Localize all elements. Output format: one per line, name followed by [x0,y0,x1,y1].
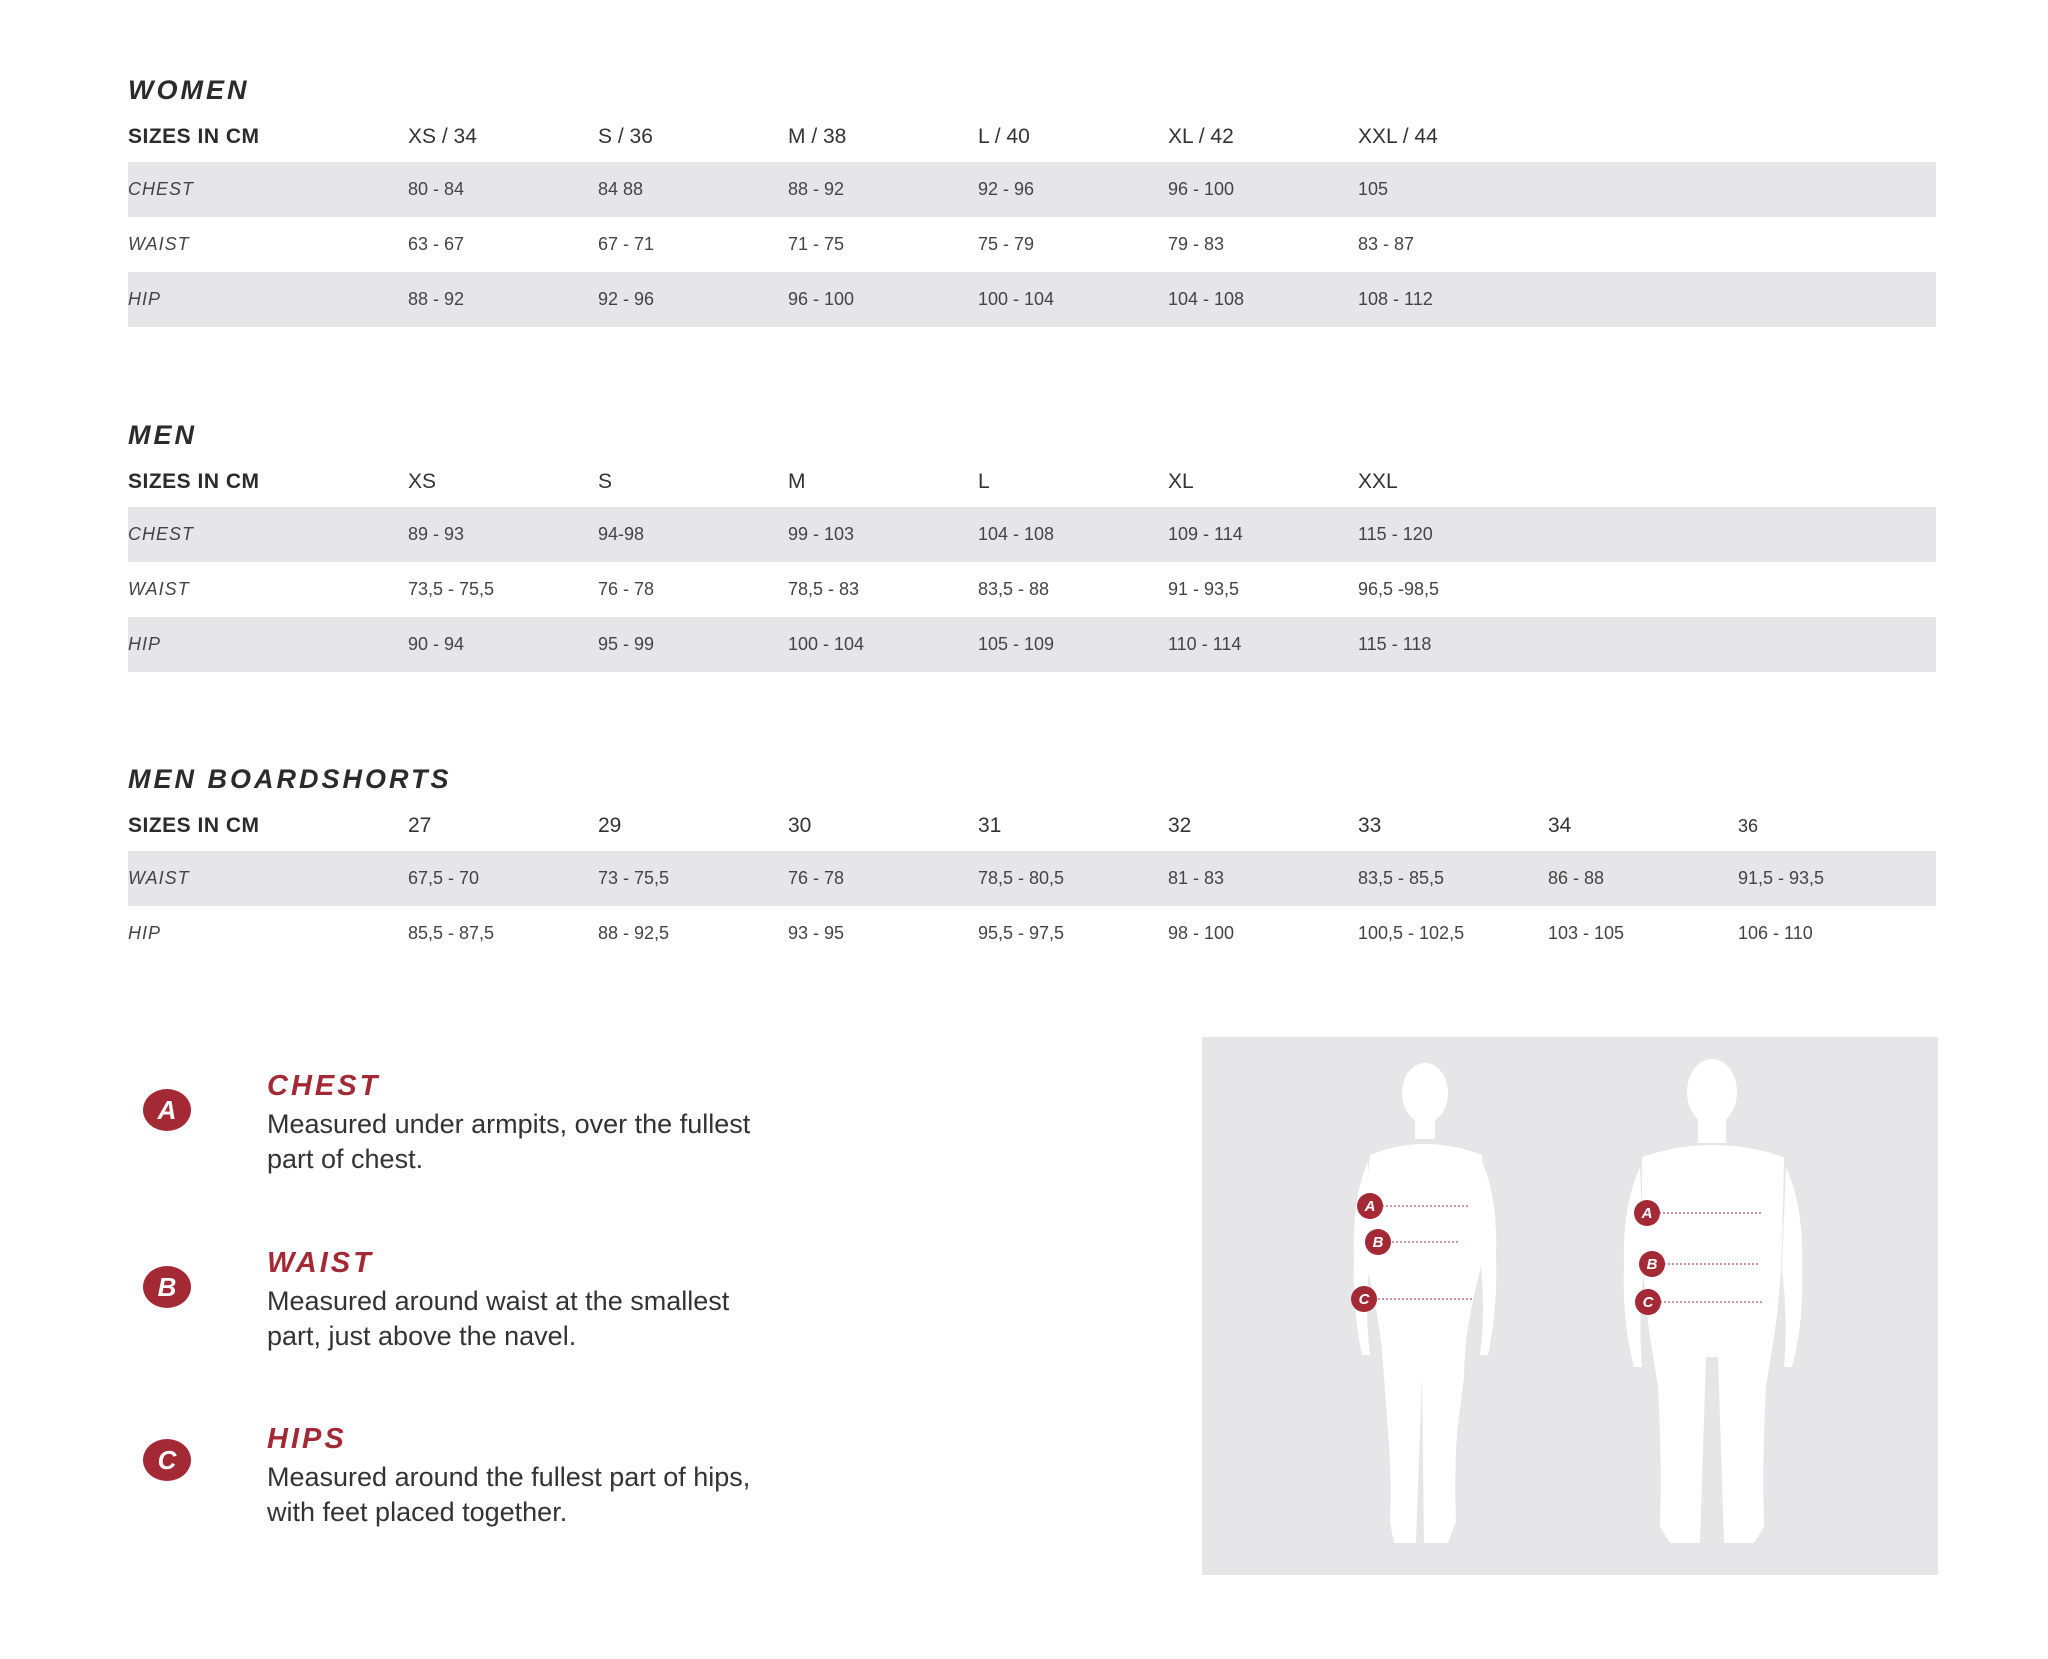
badge-c-icon [1635,1289,1661,1315]
body-measurement-figure [1202,1037,1938,1575]
measurement-cell: 92 - 96 [598,272,788,327]
legend-desc-line: Measured around the fullest part of hips, [267,1462,751,1492]
size-header: M [788,470,806,493]
table-row [128,507,1936,562]
measurement-cell: 73,5 - 75,5 [408,579,495,599]
legend-badge: B [143,1266,191,1308]
table-row [128,851,1936,906]
measurement-cell: 96 - 100 [1168,162,1358,217]
measurement-cell: 85,5 - 87,5 [408,923,495,943]
badge-b-icon [1639,1251,1665,1277]
header-label: SIZES IN CM [128,125,260,148]
measurement-cell: 115 - 120 [1358,507,1548,562]
size-header: 36 [1738,815,1759,836]
size-header: 29 [598,814,622,837]
legend-title: WAIST [267,1247,374,1279]
badge-letter: B [1372,1234,1384,1251]
badge-a-icon [1357,1193,1383,1219]
measurement-cell: 96 - 100 [788,272,978,327]
legend-badge: C [143,1439,191,1481]
size-header: XS [408,470,437,493]
women-size-table [128,112,1936,327]
table-header-row [128,112,1936,162]
row-label: HIP [128,923,162,943]
size-header: 34 [1548,814,1572,837]
size-header: L [978,470,990,493]
size-header: 27 [408,814,432,837]
measurement-cell: 94-98 [598,507,788,562]
measurement-cell: 91 - 93,5 [1168,579,1240,599]
size-header: L / 40 [978,125,1030,148]
section-title: WOMEN [128,75,250,105]
row-label: HIP [128,272,408,327]
row-label: HIP [128,617,408,672]
measurement-legend [0,1060,1100,1580]
measurement-cell: 98 - 100 [1168,923,1235,943]
legend-badge: A [143,1089,191,1131]
measurement-cell: 89 - 93 [408,507,598,562]
measurement-cell: 110 - 114 [1168,617,1358,672]
measurement-cell: 104 - 108 [978,507,1168,562]
table-row [128,162,1936,217]
size-header: S [598,470,613,493]
badge-letter: C [1642,1294,1654,1311]
men-size-section [128,413,1936,672]
size-header: XL / 42 [1168,125,1234,148]
header-label: SIZES IN CM [128,814,260,837]
measurement-cell: 67 - 71 [598,234,655,254]
measurement-cell: 115 - 118 [1358,617,1548,672]
row-label: CHEST [128,507,408,562]
measurement-cell: 88 - 92 [788,162,978,217]
measurement-cell: 108 - 112 [1358,272,1548,327]
badge-b-icon [1365,1229,1391,1255]
legend-desc-line: Measured around waist at the smallest [267,1286,730,1316]
size-header: 31 [978,814,1002,837]
table-row [128,217,1936,272]
measurement-cell: 78,5 - 80,5 [978,851,1168,906]
measurement-cell: 106 - 110 [1738,923,1813,943]
badge-a-icon [1634,1200,1660,1226]
size-header: 33 [1358,814,1382,837]
measurement-cell: 100,5 - 102,5 [1358,923,1465,943]
measurement-cell: 67,5 - 70 [408,851,598,906]
row-label: WAIST [128,579,190,599]
table-header-row [128,457,1936,507]
measurement-cell: 63 - 67 [408,234,465,254]
section-title: MEN BOARDSHORTS [128,764,452,794]
badge-letter: A [1641,1205,1653,1222]
measurement-cell: 79 - 83 [1168,234,1225,254]
boardshorts-size-table [128,801,1936,961]
measurement-cell: 100 - 104 [978,272,1168,327]
table-row [128,906,1936,961]
section-title: MEN [128,420,197,450]
row-label: WAIST [128,234,190,254]
badge-c-icon [1351,1286,1377,1312]
measurement-cell: 95,5 - 97,5 [978,923,1065,943]
measurement-cell: 75 - 79 [978,234,1035,254]
badge-letter: C [1358,1291,1370,1308]
measurement-cell: 83 - 87 [1358,234,1415,254]
measurement-cell: 103 - 105 [1548,923,1625,943]
table-row [128,272,1936,327]
measurement-cell: 88 - 92 [408,272,598,327]
table-row [128,562,1936,617]
measurement-cell: 78,5 - 83 [788,579,860,599]
header-label: SIZES IN CM [128,470,260,493]
measurement-cell: 100 - 104 [788,617,978,672]
measurement-cell: 81 - 83 [1168,851,1358,906]
measurement-cell: 73 - 75,5 [598,851,788,906]
size-header: XL [1168,470,1194,493]
size-header: XXL / 44 [1358,125,1438,148]
size-header: XXL [1358,470,1398,493]
measurement-cell: 80 - 84 [408,162,598,217]
measurement-cell: 95 - 99 [598,617,788,672]
measurement-cell: 93 - 95 [788,923,845,943]
measurement-cell: 104 - 108 [1168,272,1358,327]
measurement-cell: 83,5 - 85,5 [1358,851,1548,906]
size-header: XS / 34 [408,125,477,148]
legend-title: CHEST [267,1070,381,1102]
table-row [128,617,1936,672]
women-size-section [128,68,1936,327]
measurement-cell: 86 - 88 [1548,851,1738,906]
measurement-cell: 109 - 114 [1168,507,1358,562]
measurement-cell: 83,5 - 88 [978,579,1050,599]
badge-letter: B [1646,1256,1658,1273]
measurement-cell: 76 - 78 [598,579,655,599]
table-header-row [128,801,1936,851]
measurement-cell: 105 [1358,162,1548,217]
row-label: WAIST [128,851,408,906]
men-size-table [128,457,1936,672]
legend-desc-line: part of chest. [267,1144,424,1174]
measurement-cell: 71 - 75 [788,234,845,254]
boardshorts-size-section [128,757,1936,961]
silhouettes-illustration [1202,1037,1938,1575]
badge-letter: A [1364,1198,1376,1215]
measurement-cell: 76 - 78 [788,851,978,906]
measurement-cell: 90 - 94 [408,617,598,672]
row-label: CHEST [128,162,408,217]
size-header: 30 [788,814,812,837]
size-header: S / 36 [598,125,653,148]
measurement-cell: 96,5 -98,5 [1358,579,1440,599]
size-header: M / 38 [788,125,847,148]
measurement-cell: 91,5 - 93,5 [1738,851,1936,906]
legend-desc-line: part, just above the navel. [267,1321,577,1351]
measurement-cell: 88 - 92,5 [598,923,670,943]
legend-title: HIPS [267,1423,347,1455]
legend-desc-line: Measured under armpits, over the fullest [267,1109,751,1139]
measurement-cell: 84 88 [598,162,788,217]
measurement-cell: 99 - 103 [788,507,978,562]
size-header: 32 [1168,814,1192,837]
measurement-cell: 105 - 109 [978,617,1168,672]
measurement-cell: 92 - 96 [978,162,1168,217]
legend-desc-line: with feet placed together. [267,1497,568,1527]
